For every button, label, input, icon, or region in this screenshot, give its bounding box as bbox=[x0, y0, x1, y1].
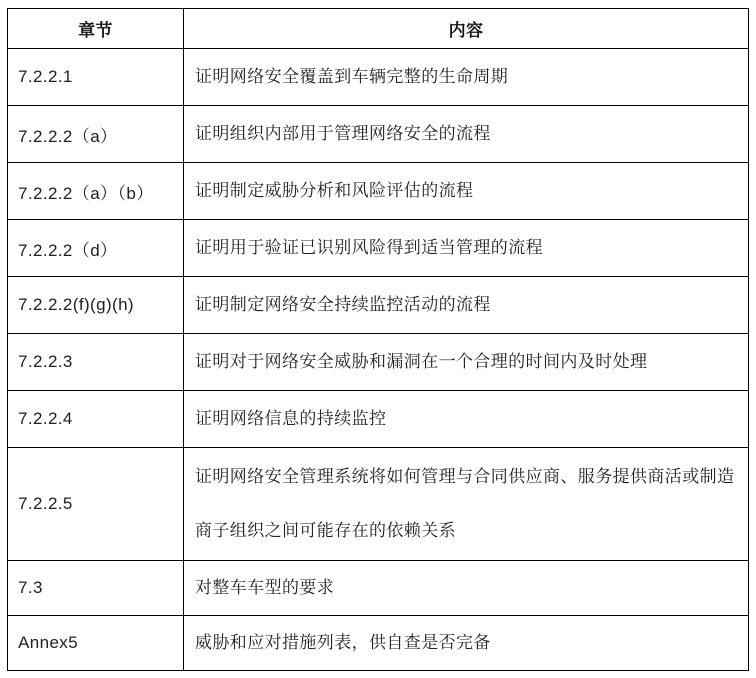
table-row bbox=[8, 616, 749, 671]
table-row bbox=[8, 49, 749, 106]
content-cell: 证明制定网络安全持续监控活动的流程 bbox=[184, 277, 749, 334]
content-cell: 证明制定威胁分析和风险评估的流程 bbox=[184, 163, 749, 220]
table-row bbox=[8, 561, 749, 616]
section-cell: Annex5 bbox=[8, 616, 184, 671]
header-row bbox=[8, 9, 749, 49]
content-cell: 证明对于网络安全威胁和漏洞在一个合理的时间内及时处理 bbox=[184, 334, 749, 391]
content-cell: 证明用于验证已识别风险得到适当管理的流程 bbox=[184, 220, 749, 277]
section-cell: 7.2.2.2(f)(g)(h) bbox=[8, 277, 184, 334]
table-body bbox=[8, 49, 749, 671]
requirements-table bbox=[7, 8, 749, 671]
column-header-content: 内容 bbox=[184, 9, 749, 49]
section-cell: 7.2.2.2（a）（b） bbox=[8, 163, 184, 220]
content-cell: 证明组织内部用于管理网络安全的流程 bbox=[184, 106, 749, 163]
section-cell: 7.2.2.4 bbox=[8, 391, 184, 448]
content-cell: 证明网络信息的持续监控 bbox=[184, 391, 749, 448]
table-row bbox=[8, 334, 749, 391]
section-cell: 7.3 bbox=[8, 561, 184, 616]
table-header bbox=[8, 9, 749, 49]
table-row bbox=[8, 277, 749, 334]
table-row bbox=[8, 106, 749, 163]
content-cell: 威胁和应对措施列表，供自查是否完备 bbox=[184, 616, 749, 671]
content-cell: 证明网络安全覆盖到车辆完整的生命周期 bbox=[184, 49, 749, 106]
section-cell: 7.2.2.5 bbox=[8, 448, 184, 561]
section-cell: 7.2.2.2（d） bbox=[8, 220, 184, 277]
content-cell: 证明网络安全管理系统将如何管理与合同供应商、服务提供商活或制造商子组织之间可能存在的依赖关系 bbox=[184, 448, 749, 561]
section-cell: 7.2.2.3 bbox=[8, 334, 184, 391]
section-cell: 7.2.2.1 bbox=[8, 49, 184, 106]
table-row bbox=[8, 448, 749, 561]
table-row bbox=[8, 391, 749, 448]
table-row bbox=[8, 163, 749, 220]
table-row bbox=[8, 220, 749, 277]
content-cell: 对整车车型的要求 bbox=[184, 561, 749, 616]
column-header-section: 章节 bbox=[8, 9, 184, 49]
section-cell: 7.2.2.2（a） bbox=[8, 106, 184, 163]
